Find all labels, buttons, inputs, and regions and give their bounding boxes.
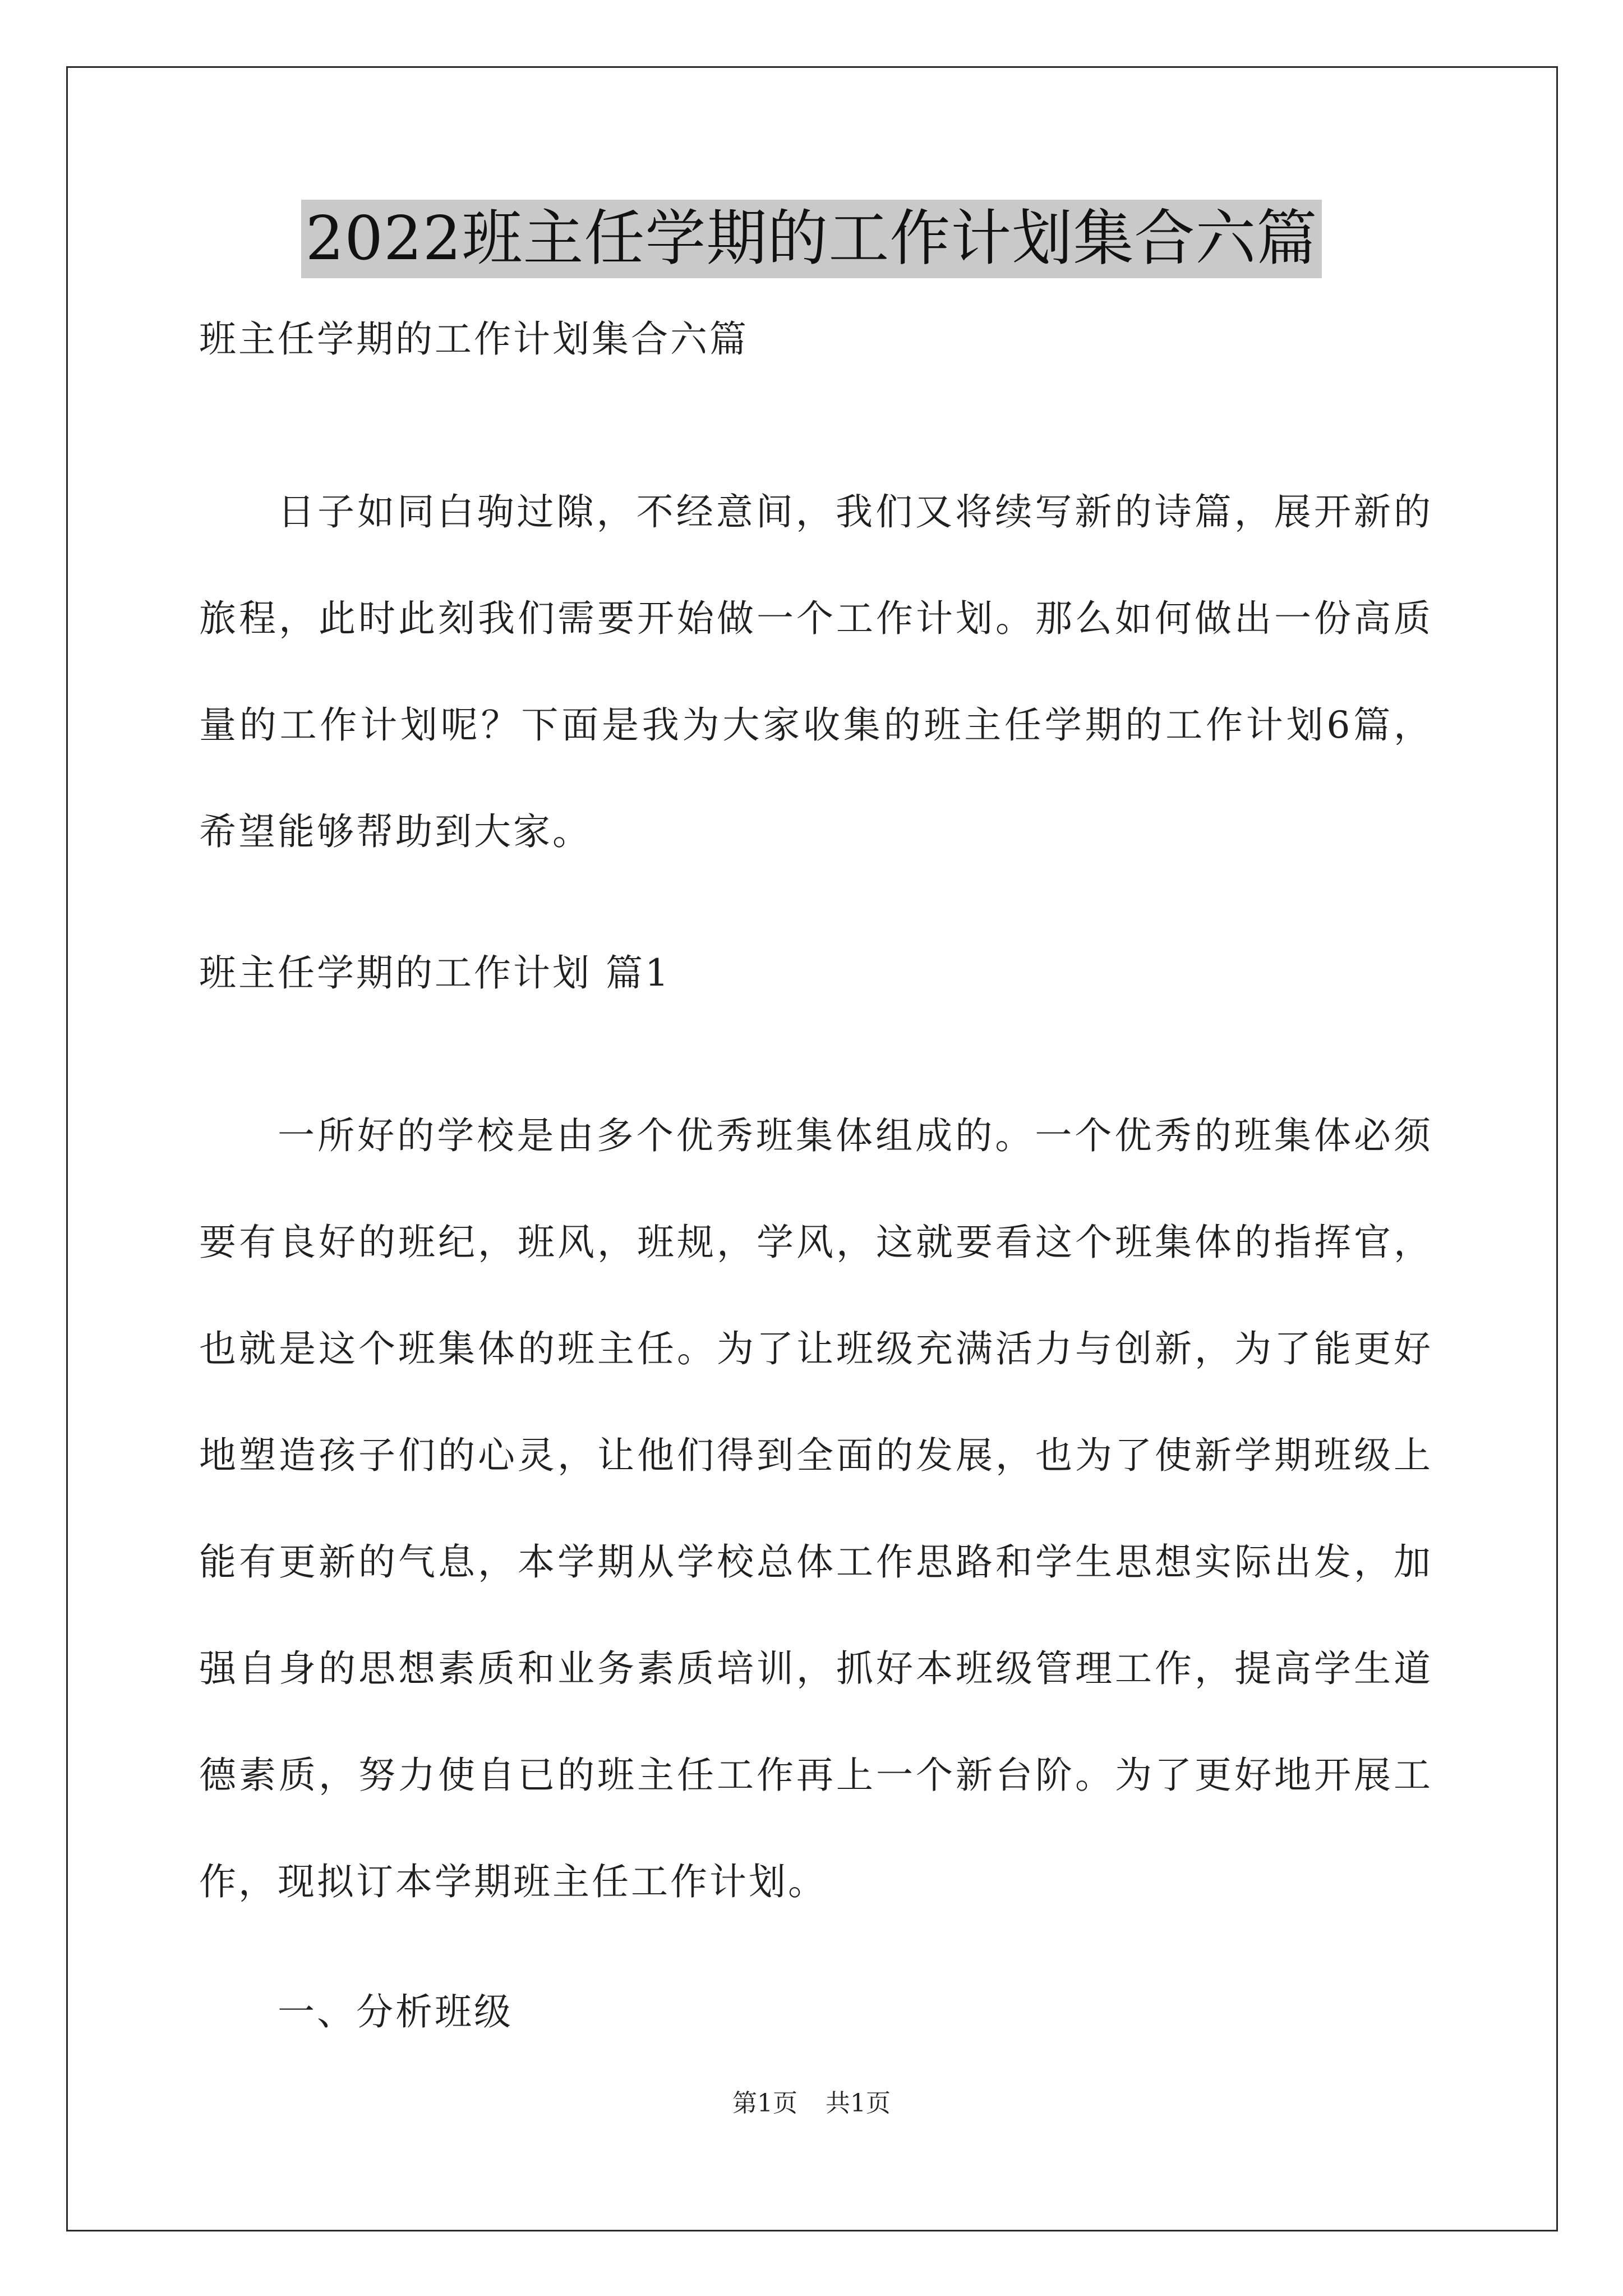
section-heading: 班主任学期的工作计划 篇1	[199, 951, 671, 995]
section-paragraph: 一所好的学校是由多个优秀班集体组成的。一个优秀的班集体必须要有良好的班纪，班风，班规，学风，这就要看这个班集体的指挥官，也就是这个班集体的班主任。为了让班级充满活力与创新，为了能更好地塑造孩子们的心灵，让他们得到全面的发展，也为了使新学期班级上能有更新的气息，本学期从学校总体工作思路和学生思想实际出发，加强自身的思想素质和业务素质培训，抓好本班级管理工作，提高学生道德素质，努力使自已的班主任工作再上一个新台阶。为了更好地开展工作，现拟订本学期班主任工作计划。	[199, 1114, 1433, 1903]
page-number-total: 共1页	[826, 2089, 891, 2118]
title-container	[0, 200, 1623, 278]
document-subtitle: 班主任学期的工作计划集合六篇	[199, 318, 749, 361]
document-title: 2022班主任学期的工作计划集合六篇	[301, 200, 1322, 278]
page-footer	[0, 2087, 1623, 2120]
intro-paragraph: 日子如同白驹过隙，不经意间，我们又将续写新的诗篇，展开新的旅程，此时此刻我们需要开始做一个工作计划。那么如何做出一份高质量的工作计划呢？下面是我为大家收集的班主任学期的工作计划6篇，希望能够帮助到大家。	[199, 490, 1433, 853]
page-number-current: 第1页	[732, 2089, 797, 2118]
subheading-analyze-class: 一、分析班级	[278, 1990, 513, 2033]
